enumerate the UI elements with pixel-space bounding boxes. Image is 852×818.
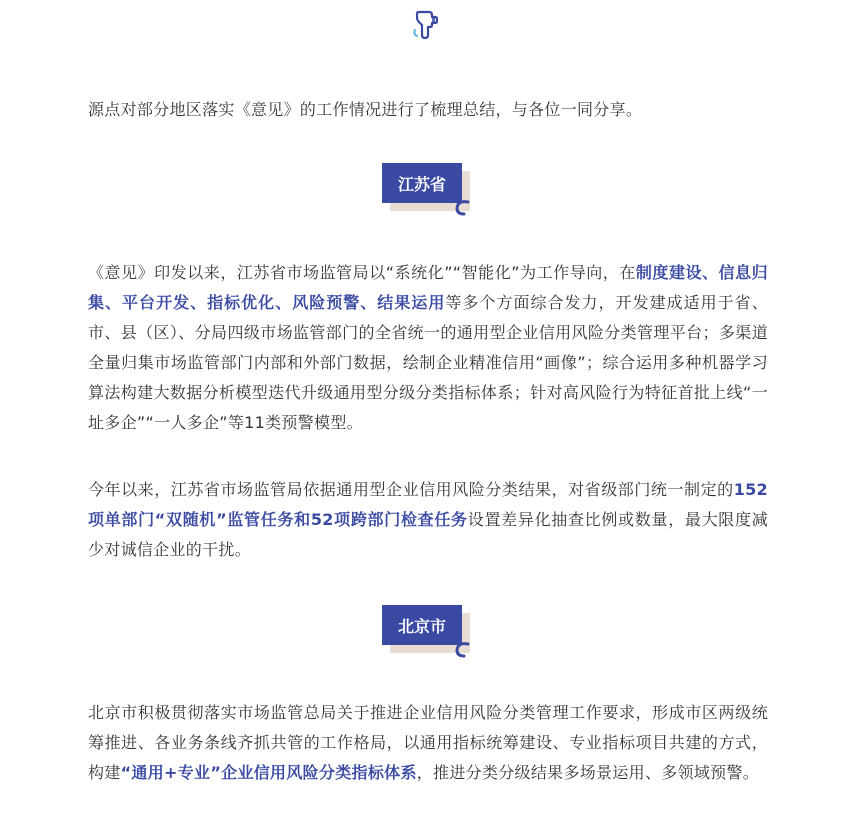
text-segment: 北京市积极贯彻落实市场监管总局关于推进企业信用风险分类管理工作要求，形成市区两级统筹推进、各业务条线齐抓共管的工作格局，以通用指标统筹建设、专业指标项目共建的方式，构建 — [88, 703, 768, 782]
highlight-segment: 152项单部门“双随机”监管任务和52项跨部门检查任务 — [88, 480, 768, 529]
text-segment: 《意见》印发以来，江苏省市场监管局以“系统化”“智能化”为工作导向，在 — [88, 263, 636, 282]
highlight-segment: “通用+专业”企业信用风险分类指标体系 — [120, 763, 417, 782]
text-segment: 设置差异化抽查比例或数量，最大限度减少对诚信企业的干扰。 — [88, 510, 769, 559]
pointing-hand-icon — [411, 8, 441, 40]
hook-ornament-icon — [452, 197, 472, 217]
section-title: 北京市 — [382, 605, 462, 645]
jiangsu-paragraph-1 — [88, 258, 768, 438]
beijing-paragraph-1 — [88, 698, 768, 788]
section-title: 江苏省 — [382, 163, 462, 203]
section-tag-beijing — [382, 605, 474, 661]
text-segment: 等多个方面综合发力，开发建成适用于省、市、县（区）、分局四级市场监管部门的全省统一的通用型企业信用风险分类管理平台；多渠道全量归集市场监管部门内部和外部门数据，绘制企业精准信用“画像”；综合运用多种机器学习算法构建大数据分析模型迭代升级通用型分级分类指标体系；针对高风险行为特征首批上线“一址多企”“一人多企”等11类预警模型。 — [88, 293, 768, 432]
highlight-segment: 制度建设、信息归集、平台开发、指标优化、风险预警、结果运用 — [88, 263, 768, 312]
intro-paragraph: 源点对部分地区落实《意见》的工作情况进行了梳理总结，与各位一同分享。 — [88, 100, 643, 119]
text-segment: ，推进分类分级结果多场景运用、多领域预警。 — [416, 763, 760, 782]
jiangsu-paragraph-2 — [88, 475, 768, 565]
hook-ornament-icon — [452, 639, 472, 659]
section-tag-jiangsu — [382, 163, 474, 219]
text-segment: 今年以来，江苏省市场监管局依据通用型企业信用风险分类结果，对省级部门统一制定的 — [88, 480, 734, 499]
